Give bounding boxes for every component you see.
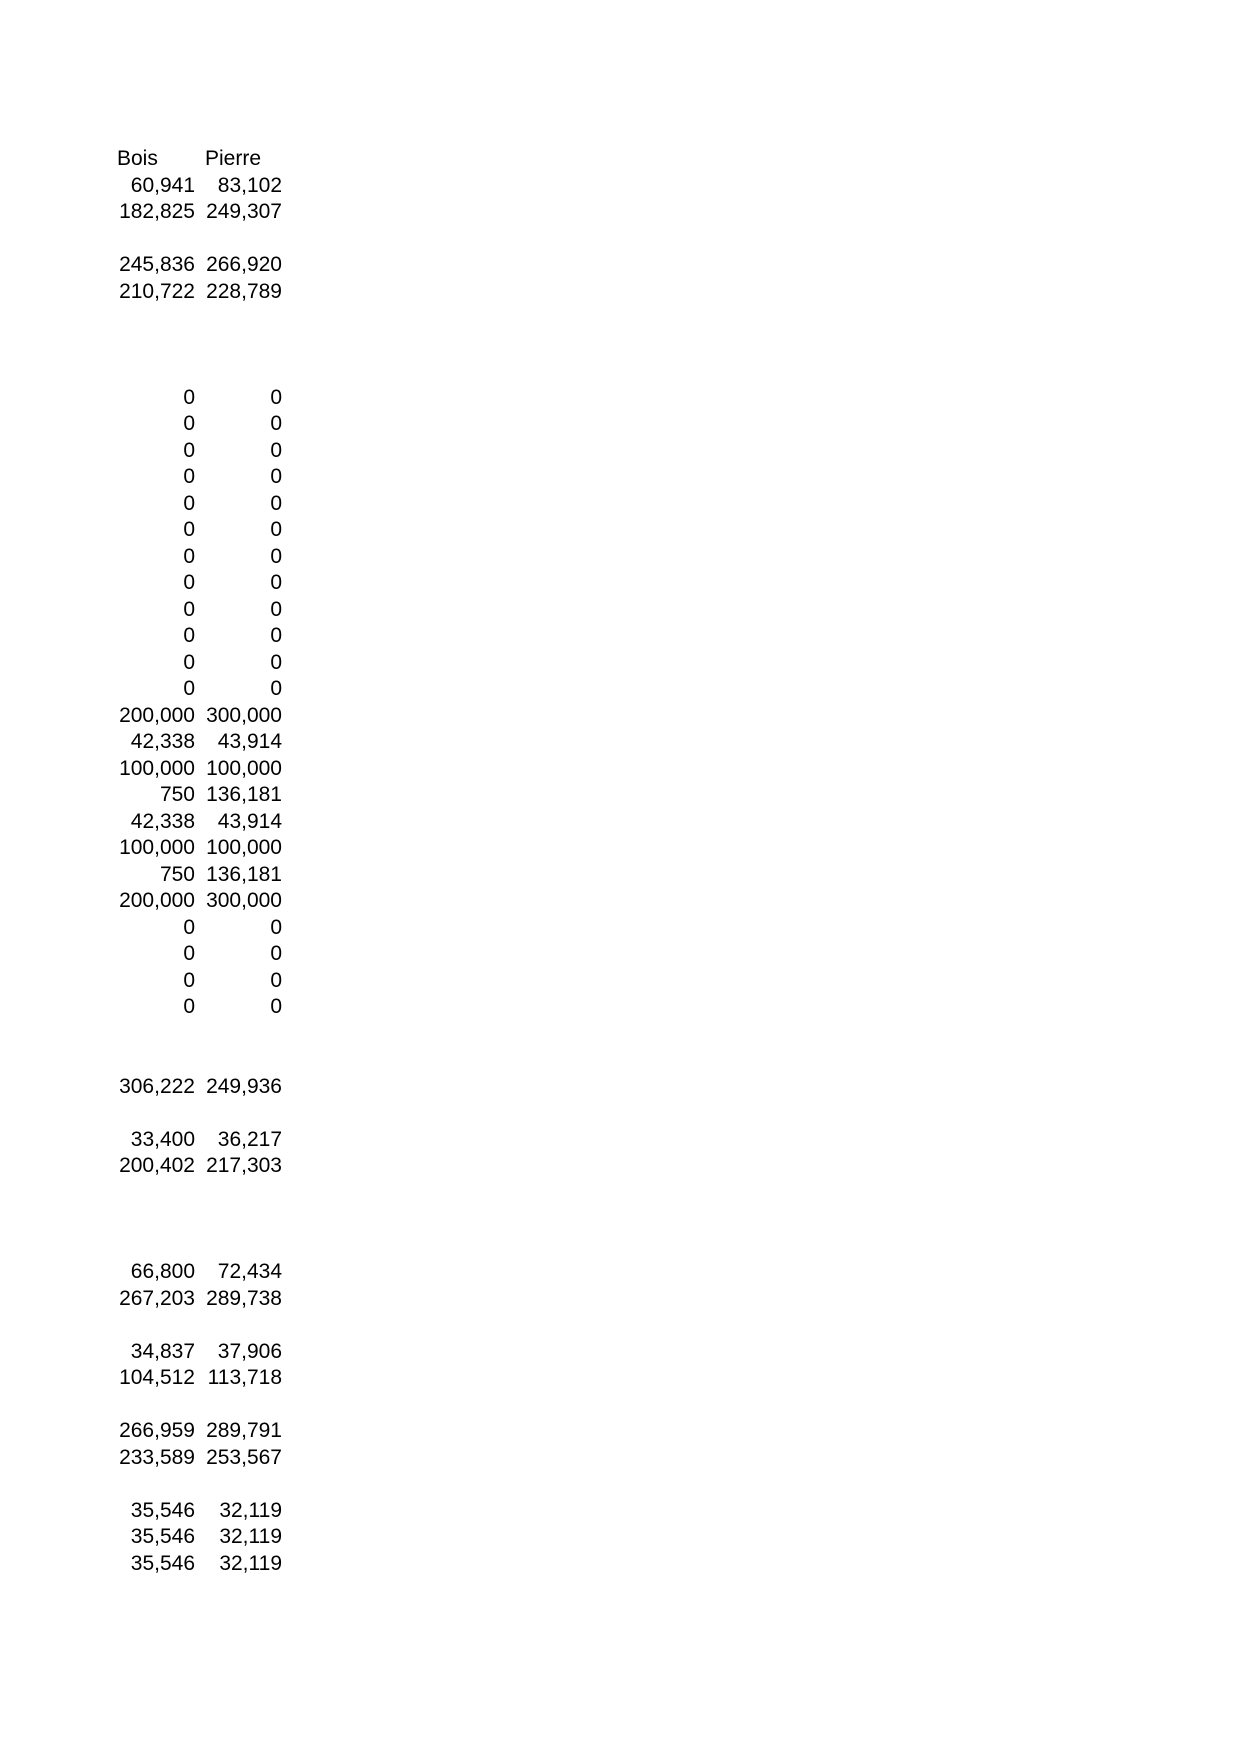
table-row xyxy=(107,279,282,306)
table-row xyxy=(107,809,282,836)
table-row xyxy=(107,782,282,809)
cell-pierre: 0 xyxy=(270,624,282,647)
table-row xyxy=(107,411,282,438)
table-row xyxy=(107,888,282,915)
table-row xyxy=(107,1365,282,1392)
table-row xyxy=(107,1418,282,1445)
column-header-pierre: Pierre xyxy=(205,147,262,170)
cell-bois: 306,222 xyxy=(119,1074,195,1098)
cell-bois: 0 xyxy=(183,677,195,700)
table-row xyxy=(107,597,282,624)
table-row xyxy=(107,650,282,677)
cell-pierre: 100,000 xyxy=(206,836,282,859)
table-row xyxy=(107,358,282,385)
table-row xyxy=(107,915,282,942)
cell-bois: 182,825 xyxy=(119,200,195,223)
cell-bois: 35,546 xyxy=(130,1551,195,1575)
header-row xyxy=(107,146,282,173)
cell-pierre: 72,434 xyxy=(217,1260,282,1283)
cell-bois: 42,338 xyxy=(130,730,195,753)
table-row xyxy=(107,703,282,730)
cell-bois: 200,402 xyxy=(119,1154,195,1177)
cell-pierre: 43,914 xyxy=(217,730,282,753)
table-row xyxy=(107,1471,282,1498)
cell-pierre xyxy=(195,1471,282,1498)
table-row xyxy=(107,623,282,650)
cell-pierre xyxy=(195,358,282,385)
cell-bois: 0 xyxy=(183,995,195,1018)
table-row xyxy=(107,1206,282,1233)
cell-pierre xyxy=(195,1206,282,1233)
table-row xyxy=(107,862,282,889)
column-header-bois: Bois xyxy=(117,147,158,170)
cell-pierre: 37,906 xyxy=(217,1339,282,1363)
cell-bois: 200,000 xyxy=(119,703,195,727)
cell-pierre xyxy=(195,1233,282,1260)
table-row xyxy=(107,199,282,226)
cell-bois: 233,589 xyxy=(119,1445,195,1469)
cell-pierre: 0 xyxy=(270,915,282,939)
table-row xyxy=(107,968,282,995)
table-row xyxy=(107,1100,282,1127)
table-row xyxy=(107,729,282,756)
table-row xyxy=(107,332,282,359)
table-row xyxy=(107,226,282,253)
cell-pierre: 228,789 xyxy=(206,279,282,303)
cell-pierre: 289,791 xyxy=(206,1419,282,1442)
cell-pierre xyxy=(195,332,282,359)
cell-bois xyxy=(107,1180,195,1207)
cell-pierre: 0 xyxy=(270,571,282,594)
cell-pierre: 0 xyxy=(270,968,282,992)
cell-pierre: 113,718 xyxy=(207,1366,282,1389)
cell-bois xyxy=(107,1047,195,1074)
cell-pierre: 83,102 xyxy=(217,173,282,197)
table-row xyxy=(107,1180,282,1207)
cell-bois: 0 xyxy=(183,942,195,965)
cell-bois: 750 xyxy=(159,862,195,886)
cell-pierre xyxy=(195,1312,282,1339)
table-row xyxy=(107,1524,282,1551)
table-row xyxy=(107,544,282,571)
cell-pierre: 32,119 xyxy=(219,1525,282,1548)
cell-pierre: 32,119 xyxy=(219,1551,282,1575)
cell-bois: 33,400 xyxy=(130,1127,195,1151)
table-row xyxy=(107,305,282,332)
cell-bois xyxy=(107,1100,195,1127)
cell-bois xyxy=(107,226,195,253)
cell-pierre: 300,000 xyxy=(206,703,282,727)
cell-bois xyxy=(107,305,195,332)
cell-bois: 266,959 xyxy=(119,1419,195,1442)
cell-bois: 200,000 xyxy=(119,889,195,912)
cell-bois: 0 xyxy=(183,518,195,541)
cell-pierre xyxy=(195,1180,282,1207)
table-row xyxy=(107,1445,282,1472)
cell-bois: 0 xyxy=(183,465,195,488)
cell-bois: 100,000 xyxy=(119,836,195,859)
cell-bois: 0 xyxy=(183,968,195,992)
table-row xyxy=(107,464,282,491)
cell-bois xyxy=(107,1392,195,1419)
cell-bois: 100,000 xyxy=(119,756,195,780)
cell-pierre: 289,738 xyxy=(206,1286,282,1310)
cell-bois: 0 xyxy=(183,491,195,515)
cell-pierre xyxy=(195,226,282,253)
cell-pierre: 0 xyxy=(270,995,282,1018)
table-row xyxy=(107,252,282,279)
cell-pierre: 217,303 xyxy=(206,1154,282,1177)
cell-bois xyxy=(107,1206,195,1233)
table-row xyxy=(107,1233,282,1260)
table-row xyxy=(107,1392,282,1419)
cell-bois xyxy=(107,332,195,359)
table-row xyxy=(107,1021,282,1048)
cell-pierre: 266,920 xyxy=(206,253,282,276)
cell-bois: 104,512 xyxy=(119,1366,195,1389)
cell-pierre: 136,181 xyxy=(206,783,282,806)
cell-bois: 0 xyxy=(183,624,195,647)
table-row xyxy=(107,173,282,200)
cell-bois: 0 xyxy=(183,597,195,621)
table-row xyxy=(107,1339,282,1366)
table-row xyxy=(107,570,282,597)
cell-bois: 245,836 xyxy=(119,253,195,276)
cell-bois: 210,722 xyxy=(119,279,195,303)
cell-bois xyxy=(107,1312,195,1339)
table-row xyxy=(107,517,282,544)
cell-pierre: 0 xyxy=(270,412,282,435)
cell-pierre: 0 xyxy=(270,465,282,488)
table-row xyxy=(107,1498,282,1525)
cell-bois xyxy=(107,1021,195,1048)
cell-bois: 0 xyxy=(183,915,195,939)
cell-bois: 66,800 xyxy=(130,1260,195,1283)
cell-pierre: 300,000 xyxy=(206,889,282,912)
table-row xyxy=(107,676,282,703)
cell-bois: 0 xyxy=(183,571,195,594)
cell-bois: 42,338 xyxy=(130,809,195,833)
table-row xyxy=(107,438,282,465)
cell-bois xyxy=(107,1233,195,1260)
table-row xyxy=(107,1259,282,1286)
table-row xyxy=(107,994,282,1021)
cell-pierre: 100,000 xyxy=(206,756,282,780)
cell-bois xyxy=(107,1471,195,1498)
cell-pierre xyxy=(195,1392,282,1419)
table-row xyxy=(107,385,282,412)
table-row xyxy=(107,491,282,518)
table-body xyxy=(107,173,282,1578)
table-row xyxy=(107,1312,282,1339)
data-table xyxy=(107,146,282,1577)
table-row xyxy=(107,941,282,968)
cell-pierre: 0 xyxy=(270,677,282,700)
cell-bois: 750 xyxy=(159,783,195,806)
cell-bois: 34,837 xyxy=(130,1339,195,1363)
cell-pierre: 0 xyxy=(270,544,282,568)
cell-pierre xyxy=(195,1100,282,1127)
cell-bois: 35,546 xyxy=(130,1525,195,1548)
cell-bois: 0 xyxy=(183,412,195,435)
cell-pierre: 0 xyxy=(270,385,282,409)
cell-bois: 35,546 xyxy=(130,1498,195,1522)
cell-pierre: 249,936 xyxy=(206,1074,282,1098)
cell-pierre: 0 xyxy=(270,438,282,462)
cell-pierre xyxy=(195,1047,282,1074)
cell-bois: 267,203 xyxy=(119,1286,195,1310)
table-row xyxy=(107,1153,282,1180)
cell-bois: 60,941 xyxy=(130,173,195,197)
cell-bois: 0 xyxy=(183,650,195,674)
cell-pierre: 136,181 xyxy=(206,862,282,886)
cell-bois: 0 xyxy=(183,544,195,568)
cell-pierre xyxy=(195,1021,282,1048)
cell-pierre: 0 xyxy=(270,597,282,621)
cell-pierre: 36,217 xyxy=(217,1127,282,1151)
cell-bois: 0 xyxy=(183,438,195,462)
cell-bois xyxy=(107,358,195,385)
cell-pierre: 0 xyxy=(270,942,282,965)
cell-pierre: 253,567 xyxy=(206,1445,282,1469)
cell-pierre: 0 xyxy=(270,650,282,674)
cell-pierre: 249,307 xyxy=(206,200,282,223)
cell-bois: 0 xyxy=(183,385,195,409)
table-row xyxy=(107,1074,282,1101)
table-row xyxy=(107,756,282,783)
table-row xyxy=(107,1127,282,1154)
table-row xyxy=(107,1047,282,1074)
table-row xyxy=(107,1286,282,1313)
cell-pierre xyxy=(195,305,282,332)
table-row xyxy=(107,1551,282,1578)
cell-pierre: 32,119 xyxy=(219,1498,282,1522)
cell-pierre: 0 xyxy=(270,491,282,515)
cell-pierre: 0 xyxy=(270,518,282,541)
table-row xyxy=(107,835,282,862)
cell-pierre: 43,914 xyxy=(217,809,282,833)
